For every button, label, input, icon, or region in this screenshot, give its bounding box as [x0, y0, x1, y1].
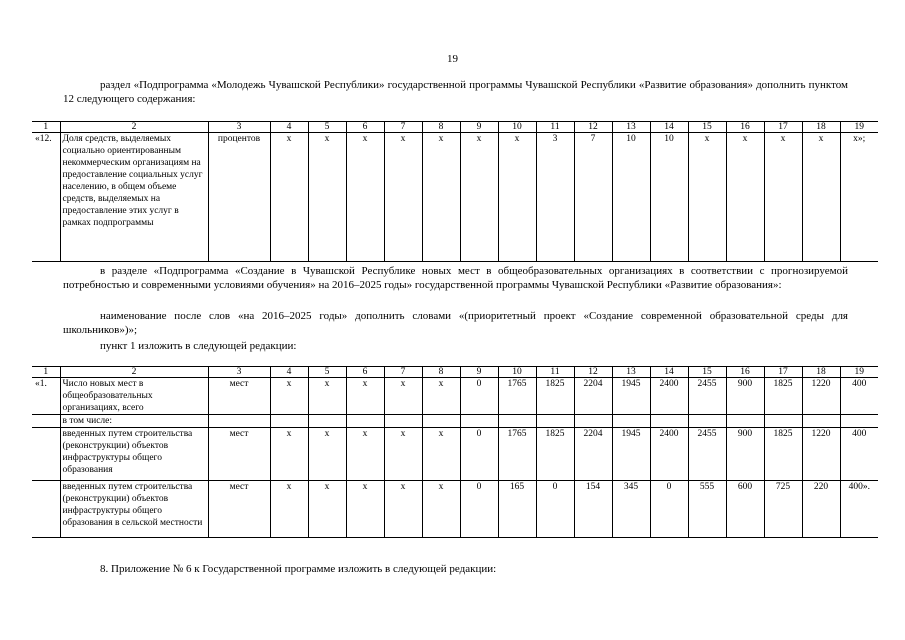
- value-cell: 555: [688, 481, 726, 538]
- value-cell: х: [346, 481, 384, 538]
- value-cell: х: [346, 133, 384, 262]
- table-row: [32, 481, 878, 538]
- column-header: 7: [384, 367, 422, 378]
- value-cell: [764, 415, 802, 428]
- value-cell: 1825: [536, 428, 574, 481]
- value-cell: х: [422, 133, 460, 262]
- row-number: «12.: [32, 133, 60, 262]
- paragraph-2: [63, 264, 848, 292]
- value-cell: 1825: [764, 428, 802, 481]
- paragraph-3: [63, 309, 848, 337]
- column-header: 19: [840, 367, 878, 378]
- column-header: 1: [32, 367, 60, 378]
- value-cell: 1945: [612, 428, 650, 481]
- column-header: 8: [422, 367, 460, 378]
- paragraph-1: [63, 78, 848, 106]
- value-cell: 0: [460, 378, 498, 415]
- table-row: [32, 378, 878, 415]
- table-1-row: [32, 133, 878, 262]
- column-header: 15: [688, 122, 726, 133]
- value-cell: 2400: [650, 428, 688, 481]
- indicator-name: Доля средств, выделяемых социально ориентированным некоммерческим организациям на предоставление социальных услуг населению, в общем объеме средств, выделяемых на предоставление этих услуг в рамках подпрограммы: [60, 133, 208, 262]
- table-2: [32, 366, 878, 538]
- unit: процентов: [208, 133, 270, 262]
- value-cell: [688, 415, 726, 428]
- value-cell: 154: [574, 481, 612, 538]
- value-cell: х: [308, 133, 346, 262]
- value-cell: [384, 415, 422, 428]
- value-cell: [574, 415, 612, 428]
- column-header: 17: [764, 367, 802, 378]
- value-cell: х: [308, 481, 346, 538]
- value-cell: х: [384, 378, 422, 415]
- row-number: «1.: [35, 379, 47, 389]
- column-header: 12: [574, 367, 612, 378]
- column-header: 13: [612, 122, 650, 133]
- value-cell: х: [802, 133, 840, 262]
- value-cell: х: [460, 133, 498, 262]
- value-cell: 1220: [802, 378, 840, 415]
- table-2-header-row: [32, 367, 878, 378]
- column-header: 18: [802, 122, 840, 133]
- value-cell: [536, 415, 574, 428]
- value-cell: [726, 415, 764, 428]
- value-cell: 220: [802, 481, 840, 538]
- table-row: [32, 428, 878, 481]
- value-cell: х: [346, 378, 384, 415]
- value-cell: 400: [840, 378, 878, 415]
- value-cell: 1945: [612, 378, 650, 415]
- value-cell: х: [308, 428, 346, 481]
- value-cell: 2204: [574, 378, 612, 415]
- value-cell: 165: [498, 481, 536, 538]
- column-header: 16: [726, 122, 764, 133]
- value-cell: 0: [460, 481, 498, 538]
- table-1: [32, 121, 878, 262]
- value-cell: х»;: [840, 133, 878, 262]
- value-cell: [460, 415, 498, 428]
- column-header: 18: [802, 367, 840, 378]
- value-cell: 1765: [498, 378, 536, 415]
- value-cell: 2400: [650, 378, 688, 415]
- column-header: 14: [650, 122, 688, 133]
- value-cell: 600: [726, 481, 764, 538]
- value-cell: 1825: [764, 378, 802, 415]
- paragraph-1-text: раздел «Подпрограмма «Молодежь Чувашской Республики» государственной программы Чувашской Республики «Развитие образования» дополнить пунктом 12 следующего содержания:: [63, 79, 848, 105]
- value-cell: 1825: [536, 378, 574, 415]
- value-cell: 400».: [840, 481, 878, 538]
- value-cell: х: [308, 378, 346, 415]
- column-header: 2: [60, 122, 208, 133]
- indicator-name: введенных путем строительства (реконструкции) объектов инфраструктуры общего образования: [60, 428, 208, 481]
- value-cell: 400: [840, 428, 878, 481]
- value-cell: [840, 415, 878, 428]
- value-cell: 0: [650, 481, 688, 538]
- value-cell: 10: [650, 133, 688, 262]
- value-cell: 900: [726, 428, 764, 481]
- column-header: 6: [346, 367, 384, 378]
- column-header: 1: [32, 122, 60, 133]
- value-cell: [346, 415, 384, 428]
- value-cell: х: [688, 133, 726, 262]
- value-cell: 3: [536, 133, 574, 262]
- value-cell: 2455: [688, 428, 726, 481]
- column-header: 11: [536, 122, 574, 133]
- column-header: 11: [536, 367, 574, 378]
- row-number: [32, 415, 60, 428]
- value-cell: 725: [764, 481, 802, 538]
- value-cell: х: [498, 133, 536, 262]
- value-cell: 1765: [498, 428, 536, 481]
- indicator-name: в том числе:: [60, 415, 208, 428]
- value-cell: х: [422, 428, 460, 481]
- value-cell: 345: [612, 481, 650, 538]
- row-number: [32, 428, 60, 481]
- unit: мест: [208, 428, 270, 481]
- paragraph-3-text: наименование после слов «на 2016–2025 годы» дополнить словами «(приоритетный проект «Создание современной образовательной среды для школьников»)»;: [63, 310, 848, 336]
- value-cell: х: [726, 133, 764, 262]
- paragraph-4-text: пункт 1 изложить в следующей редакции:: [100, 340, 297, 352]
- value-cell: 7: [574, 133, 612, 262]
- column-header: 6: [346, 122, 384, 133]
- column-header: 7: [384, 122, 422, 133]
- value-cell: х: [270, 378, 308, 415]
- value-cell: [422, 415, 460, 428]
- column-header: 10: [498, 122, 536, 133]
- indicator-name: Число новых мест в общеобразовательных организациях, всего: [60, 378, 208, 415]
- paragraph-5: 8. Приложение № 6 к Государственной программе изложить в следующей редакции:: [100, 563, 497, 575]
- column-header: 2: [60, 367, 208, 378]
- value-cell: [650, 415, 688, 428]
- column-header: 3: [208, 367, 270, 378]
- column-header: 5: [308, 122, 346, 133]
- value-cell: х: [384, 133, 422, 262]
- value-cell: х: [346, 428, 384, 481]
- column-header: 14: [650, 367, 688, 378]
- column-header: 3: [208, 122, 270, 133]
- value-cell: 10: [612, 133, 650, 262]
- value-cell: х: [270, 428, 308, 481]
- column-header: 9: [460, 122, 498, 133]
- unit: мест: [208, 481, 270, 538]
- paragraph-2-text: в разделе «Подпрограмма «Создание в Чувашской Республике новых мест в общеобразовательных организациях в соответствии с прогнозируемой потребностью и современными условиями обучения» на 2016–2025 годы» государственной программы Чувашской Республики «Развитие образования»:: [63, 265, 848, 291]
- unit: [208, 415, 270, 428]
- row-number: [32, 481, 60, 538]
- value-cell: х: [764, 133, 802, 262]
- column-header: 4: [270, 367, 308, 378]
- value-cell: 900: [726, 378, 764, 415]
- value-cell: [270, 415, 308, 428]
- value-cell: [498, 415, 536, 428]
- column-header: 10: [498, 367, 536, 378]
- value-cell: 2455: [688, 378, 726, 415]
- value-cell: х: [422, 378, 460, 415]
- paragraph-4: [63, 339, 848, 353]
- value-cell: х: [384, 481, 422, 538]
- value-cell: 1220: [802, 428, 840, 481]
- value-cell: х: [384, 428, 422, 481]
- column-header: 5: [308, 367, 346, 378]
- value-cell: 2204: [574, 428, 612, 481]
- table-row: [32, 415, 878, 428]
- value-cell: [612, 415, 650, 428]
- column-header: 19: [840, 122, 878, 133]
- column-header: 4: [270, 122, 308, 133]
- column-header: 16: [726, 367, 764, 378]
- table-1-header-row: [32, 122, 878, 133]
- value-cell: х: [422, 481, 460, 538]
- value-cell: 0: [460, 428, 498, 481]
- column-header: 15: [688, 367, 726, 378]
- column-header: 17: [764, 122, 802, 133]
- value-cell: [308, 415, 346, 428]
- column-header: 9: [460, 367, 498, 378]
- value-cell: [802, 415, 840, 428]
- value-cell: х: [270, 481, 308, 538]
- column-header: 13: [612, 367, 650, 378]
- page-number: 19: [447, 53, 458, 65]
- column-header: 8: [422, 122, 460, 133]
- value-cell: х: [270, 133, 308, 262]
- indicator-name: введенных путем строительства (реконструкции) объектов инфраструктуры общего образования в сельской местности: [60, 481, 208, 538]
- column-header: 12: [574, 122, 612, 133]
- unit: мест: [208, 378, 270, 415]
- value-cell: 0: [536, 481, 574, 538]
